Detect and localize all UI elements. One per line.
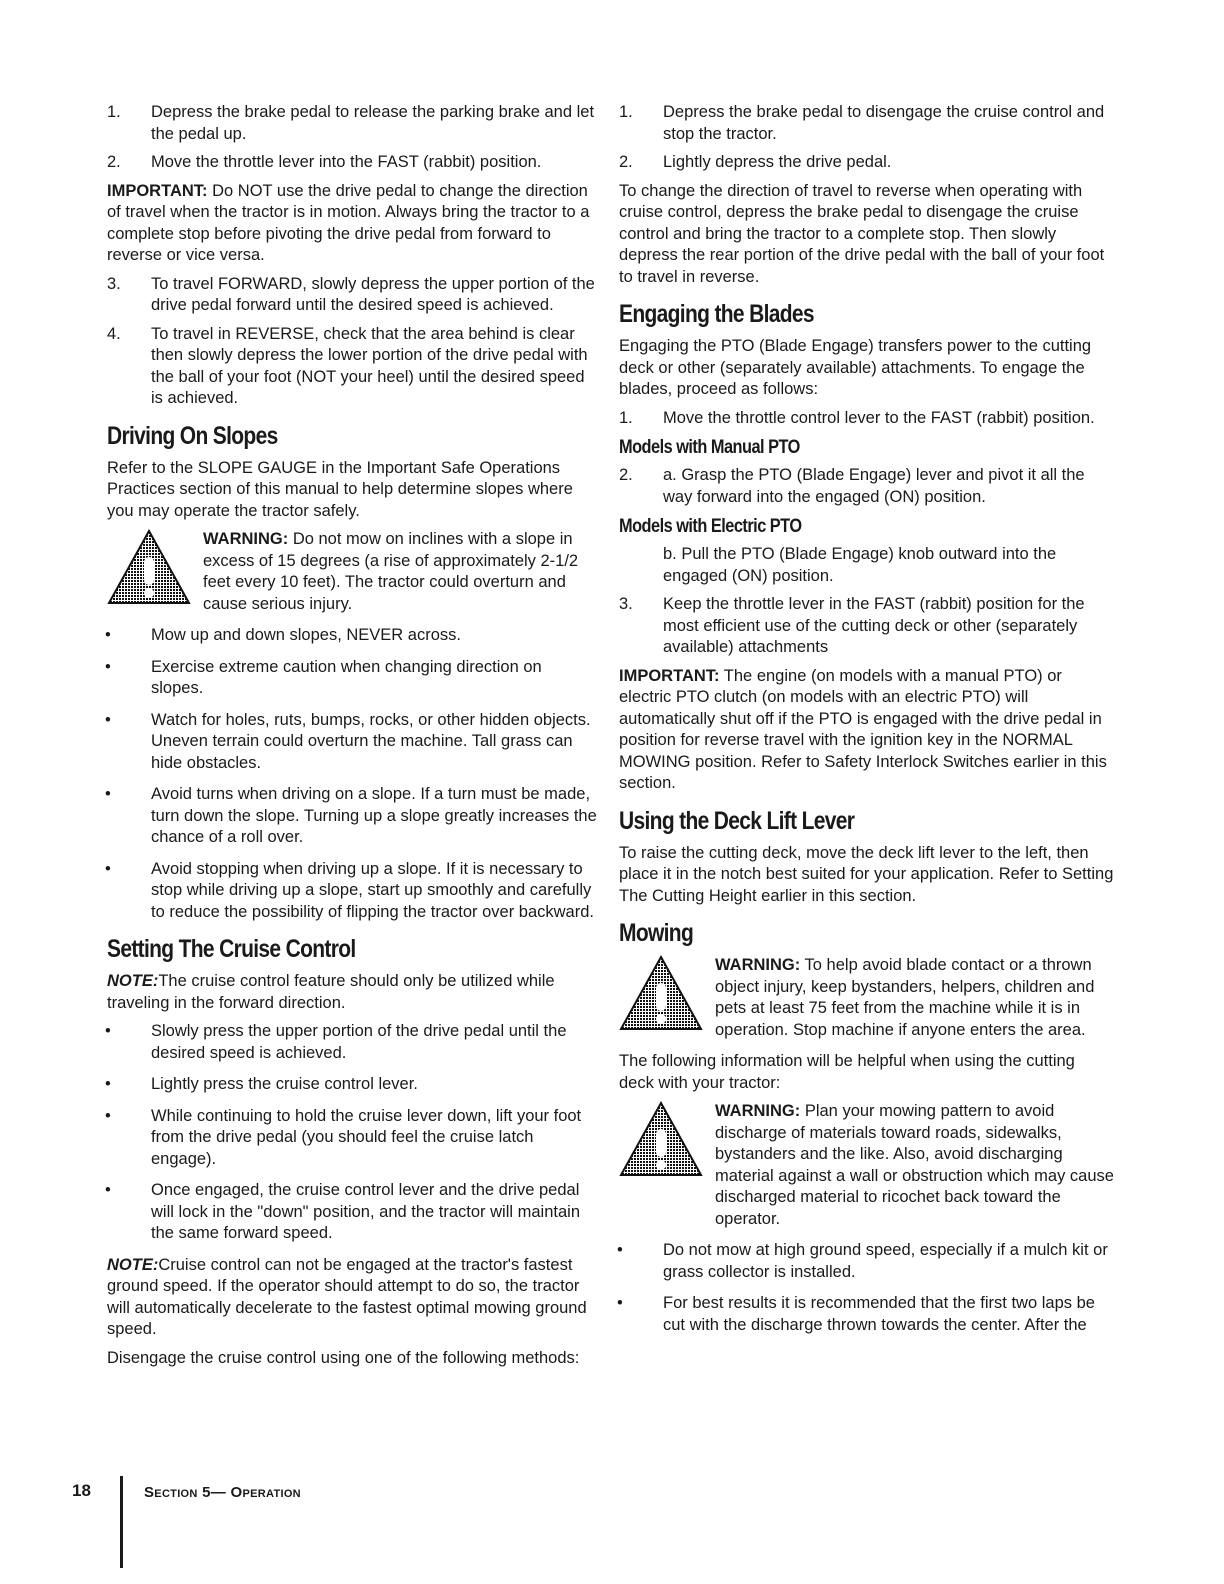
blades-intro: Engaging the PTO (Blade Engage) transfers power to the cutting deck or other (separately available) attachments. To engage the blades, proceed as follows:: [619, 337, 1092, 398]
warning-triangle-icon: [619, 955, 715, 1041]
footer-divider: [120, 1476, 123, 1568]
section-heading-engaging-blades: Engaging the Blades: [619, 300, 814, 328]
subheading-electric-pto: Models with Electric PTO: [619, 516, 802, 537]
step-number: 2.: [107, 153, 121, 171]
list-item: [107, 1021, 597, 1064]
list-item-text: Avoid turns when driving on a slope. If a turn must be made, turn down the slope. Turning up a slope greatly increases the chance of a roll over.: [151, 785, 597, 846]
note-paragraph: [107, 1255, 597, 1341]
bullet-dot-icon: •: [105, 1106, 111, 1125]
step-item: [107, 152, 597, 174]
disengage-paragraph: Disengage the cruise control using one of the following methods:: [107, 1348, 580, 1367]
reverse-paragraph: To change the direction of travel to reverse when operating with cruise control, depress the brake pedal to disengage the cruise control and bring the tractor to a complete stop. Then slowly depress the rear portion of the drive pedal with the ball of your foot to travel in reverse.: [619, 181, 1105, 286]
note-text: The cruise control feature should only be utilized while traveling in the forward direction.: [107, 972, 555, 1012]
warning-text: Do not mow on inclines with a slope in excess of 15 degrees (a rise of approximately 2-1/2 feet every 10 feet). The tractor could overturn and cause serious injury.: [203, 530, 579, 613]
step-text: To travel in REVERSE, check that the area behind is clear then slowly depress the lower portion of the drive pedal with the ball of your foot (NOT your heel) until the desired speed is achieved.: [151, 324, 588, 407]
step-substep: b. Pull the PTO (Blade Engage) knob outward into the engaged (ON) position.: [663, 545, 1057, 585]
step-item: [619, 594, 1114, 659]
step-number: 3.: [619, 595, 633, 613]
important-paragraph: [107, 181, 597, 267]
bullet-dot-icon: •: [617, 1294, 623, 1312]
step-item: [107, 274, 597, 317]
step-number: 4.: [107, 324, 121, 343]
step-number: 1.: [107, 103, 121, 121]
list-item-text: Lightly press the cruise control lever.: [151, 1075, 418, 1093]
list-item: [619, 1240, 1114, 1283]
bullet-dot-icon: •: [105, 626, 111, 644]
warning-text: Plan your mowing pattern to avoid discharge of materials toward roads, sidewalks, bystanders and the like. Also, avoid discharging material against a wall or obstruction which may cause discharged material to ricochet back toward the operator.: [715, 1102, 1114, 1228]
list-item-text: Watch for holes, ruts, bumps, rocks, or other hidden objects. Uneven terrain could overturn the machine. Tall grass can hide obstacles.: [151, 710, 591, 772]
left-column: [107, 102, 597, 1376]
list-item-text: Do not mow at high ground speed, especially if a mulch kit or grass collector is installed.: [663, 1241, 1108, 1281]
list-item-text: Mow up and down slopes, NEVER across.: [151, 626, 461, 644]
list-item-text: Avoid stopping when driving up a slope. If it is necessary to stop while driving up a slope, start up smoothly and carefully to reduce the possibility of flipping the tractor over backward.: [151, 859, 594, 921]
step-number: 3.: [107, 274, 121, 293]
step-number: 1.: [619, 408, 633, 427]
step-number: 2.: [619, 466, 633, 484]
bullet-dot-icon: •: [105, 785, 111, 803]
note-label: NOTE:: [107, 1255, 159, 1274]
warning-triangle-icon: [107, 529, 203, 615]
deck-paragraph: To raise the cutting deck, move the deck lift lever to the left, then place it in the notch best suited for your application. Refer to Setting The Cutting Height earlier in this section.: [619, 843, 1114, 905]
important-paragraph: [619, 666, 1114, 795]
note-label: NOTE:: [107, 972, 159, 990]
step-text: Move the throttle control lever to the FAST (rabbit) position.: [663, 408, 1095, 427]
warning-triangle-icon: [619, 1101, 715, 1230]
list-item-text: Once engaged, the cruise control lever and the drive pedal will lock in the "down" position, and the tractor will maintain the same forward speed.: [151, 1181, 580, 1242]
warning-block: [107, 529, 597, 615]
section-heading-cruise-control: Setting The Cruise Control: [107, 935, 356, 963]
step-text: Keep the throttle lever in the FAST (rabbit) position for the most efficient use of the cutting deck or other (separately available) attachments: [663, 595, 1085, 656]
important-text: The engine (on models with a manual PTO) or electric PTO clutch (on models with an electric PTO) will automatically shut off if the PTO is engaged with the drive pedal in position for reverse travel with the ignition key in the NORMAL MOWING position. Refer to Safety Interlock Switches earlier in this section.: [619, 666, 1107, 792]
footer-section-label: Section 5— Operation: [144, 1484, 301, 1501]
important-label: IMPORTANT:: [619, 666, 720, 685]
mowing-info: The following information will be helpful when using the cutting deck with your tractor:: [619, 1052, 1075, 1092]
step-item: [619, 465, 1114, 508]
bullet-dot-icon: •: [105, 1075, 111, 1093]
list-item: [107, 1180, 597, 1245]
warning-block: [619, 955, 1114, 1041]
list-item-text: For best results it is recommended that the first two laps be cut with the discharge thrown towards the center. After the: [663, 1294, 1095, 1334]
bullet-dot-icon: •: [617, 1241, 623, 1259]
right-column: [619, 102, 1114, 1346]
section-heading-deck-lift: Using the Deck Lift Lever: [619, 806, 855, 835]
step-item: [619, 102, 1114, 145]
list-item: [107, 1106, 597, 1171]
page-number: 18: [72, 1481, 91, 1500]
step-text: Lightly depress the drive pedal.: [663, 153, 892, 171]
warning-text: To help avoid blade contact or a thrown object injury, keep bystanders, helpers, children and pets at least 75 feet from the machine while it is in operation. Stop machine if anyone enters the area.: [715, 956, 1095, 1039]
step-text: a. Grasp the PTO (Blade Engage) lever and pivot it all the way forward into the engaged (ON) position.: [663, 466, 1085, 506]
list-item: [107, 625, 597, 647]
page-footer: [60, 1476, 460, 1568]
important-label: IMPORTANT:: [107, 181, 208, 200]
step-text: Depress the brake pedal to release the parking brake and let the pedal up.: [151, 103, 595, 143]
step-item: [619, 408, 1114, 430]
list-item: [107, 710, 597, 775]
list-item-text: While continuing to hold the cruise lever down, lift your foot from the drive pedal (you should feel the cruise latch engage).: [151, 1106, 582, 1168]
warning-block: [619, 1101, 1114, 1230]
list-item: [619, 1293, 1114, 1336]
warning-label: WARNING:: [715, 1102, 801, 1120]
bullet-dot-icon: •: [105, 1022, 111, 1040]
bullet-dot-icon: •: [105, 657, 111, 676]
important-text: Do NOT use the drive pedal to change the direction of travel when the tractor is in motion. Always bring the tractor to a complete stop before pivoting the drive pedal from forward to reverse or vice versa.: [107, 181, 590, 264]
list-item-text: Exercise extreme caution when changing direction on slopes.: [151, 657, 542, 697]
section-heading-mowing: Mowing: [619, 919, 694, 947]
list-item-text: Slowly press the upper portion of the drive pedal until the desired speed is achieved.: [151, 1022, 567, 1062]
slopes-intro: Refer to the SLOPE GAUGE in the Important Safe Operations Practices section of this manual to help determine slopes where you may operate the tractor safely.: [107, 458, 573, 520]
list-item: [107, 784, 597, 849]
step-text: To travel FORWARD, slowly depress the upper portion of the drive pedal forward until the desired speed is achieved.: [151, 274, 595, 314]
list-item: [107, 1074, 597, 1096]
step-text: Move the throttle lever into the FAST (rabbit) position.: [151, 153, 542, 171]
step-number: 1.: [619, 103, 633, 121]
step-item: [619, 152, 1114, 174]
step-item: [107, 324, 597, 410]
step-number: 2.: [619, 153, 633, 171]
list-item: [107, 859, 597, 924]
bullet-dot-icon: •: [105, 710, 111, 729]
warning-label: WARNING:: [715, 956, 801, 974]
subheading-manual-pto: Models with Manual PTO: [619, 437, 800, 458]
note-text: Cruise control can not be engaged at the tractor's fastest ground speed. If the operator should attempt to do so, the tractor will automatically decelerate to the fastest optimal mowing ground speed.: [107, 1255, 587, 1338]
section-heading-driving-on-slopes: Driving On Slopes: [107, 421, 278, 450]
bullet-dot-icon: •: [105, 859, 111, 878]
note-paragraph: [107, 971, 597, 1014]
list-item: [107, 657, 597, 700]
step-item: [107, 102, 597, 145]
bullet-dot-icon: •: [105, 1181, 111, 1199]
step-text: Depress the brake pedal to disengage the cruise control and stop the tractor.: [663, 103, 1105, 143]
warning-label: WARNING:: [203, 530, 289, 548]
